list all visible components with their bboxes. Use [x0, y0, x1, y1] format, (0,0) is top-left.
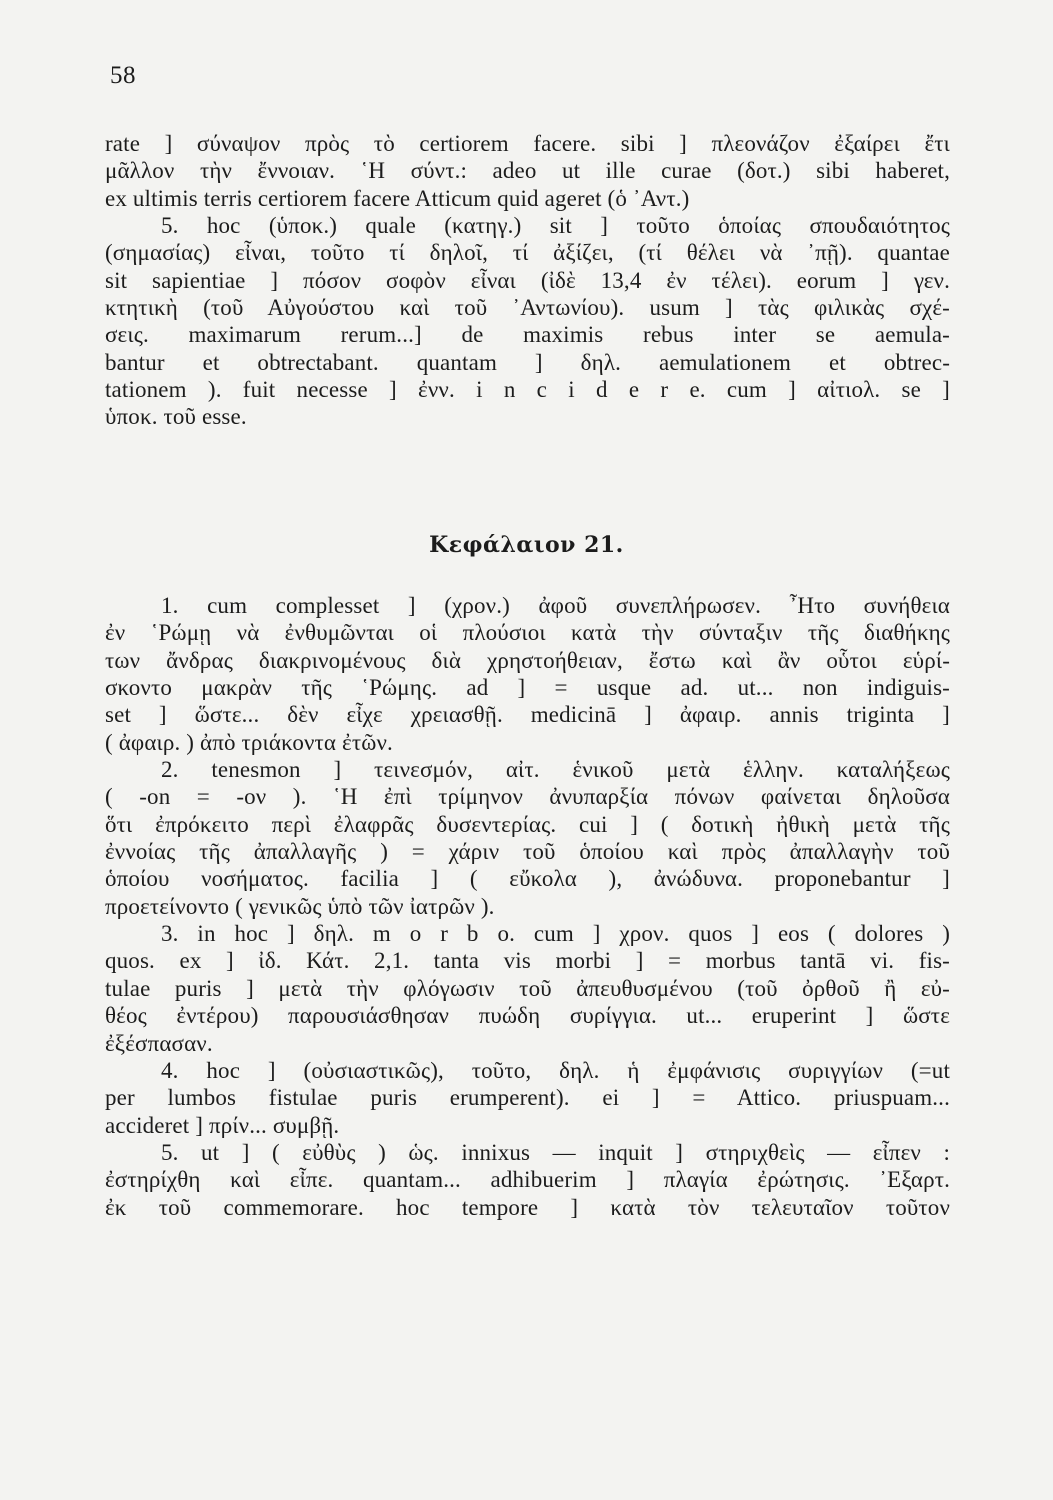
text-line: 5. hoc (ὑποκ.) quale (κατηγ.) sit ] τοῦτο ὁποίας σπουδαιότητος: [161, 213, 950, 239]
text-line: rate ] σύναψον πρὸς τὸ certiorem facere. sibi ] πλεονάζον ἐξαίρει ἔτι: [105, 131, 950, 156]
text-line: ἐν ῾Ρώμῃ νὰ ἐνθυμῶνται οἱ πλούσιοι κατὰ τὴν σύνταξιν τῆς διαθήκης: [105, 620, 950, 646]
text-line: ( ἀφαιρ. ) ἀπὸ τριάκοντα ἐτῶν.: [105, 729, 393, 755]
text-line: ( -on = -ον ). ῾Η ἐπὶ τρίμηνον ἀνυπαρξία πόνων φαίνεται δηλοῦσα: [105, 784, 950, 810]
text-line: tationem ). fuit necesse ] ἐνν. i n c i d e r e. cum ] αἰτιολ. se ]: [105, 377, 950, 403]
text-line: ὁποίου νοσήματος. facilia ] ( εὔκολα ), ἀνώδυνα. proponebantur ]: [105, 866, 950, 892]
text-line: tulae puris ] μετὰ τὴν φλόγωσιν τοῦ ἀπευθυσμένου (τοῦ ὀρθοῦ ἢ εὐ-: [105, 975, 950, 1001]
text-line: ὅτι ἐπρόκειτο περὶ ἐλαφρᾶς δυσεντερίας. cui ] ( δοτικὴ ἠθικὴ μετὰ τῆς: [105, 811, 950, 837]
text-line: accideret ] πρίν... συμβῇ.: [105, 1112, 340, 1138]
chapter-heading: Κεφάλαιον 21.: [429, 532, 624, 558]
text-line: ἐστηρίχθη καὶ εἶπε. quantam... adhibuerim ] πλαγία ἐρώτησις. ᾿Εξαρτ.: [105, 1167, 950, 1193]
text-line: των ἄνδρας διακρινομένους διὰ χρηστοήθειαν, ἔστω καὶ ἂν οὗτοι εὑρί-: [105, 647, 950, 673]
commentary-block-ch20: [105, 130, 950, 431]
text-line: 5. ut ] ( εὐθὺς ) ὡς. innixus — inquit ] στηριχθεὶς — εἶπεν :: [161, 1139, 950, 1165]
commentary-block-ch21: [105, 592, 950, 1221]
text-line: bantur et obtrectabant. quantam ] δηλ. aemulationem et obtrec-: [105, 349, 950, 375]
text-line: μᾶλλον τὴν ἔννοιαν. ῾Η σύντ.: adeo ut ille curae (δοτ.) sibi haberet,: [105, 158, 950, 184]
text-line: per lumbos fistulae puris erumperent). ei ] = Attico. priuspuam...: [105, 1085, 950, 1111]
text-line: ἐκ τοῦ commemorare. hoc tempore ] κατὰ τὸν τελευταῖον τοῦτον: [105, 1194, 950, 1220]
page-number: 58: [110, 62, 136, 89]
text-line: θέος ἐντέρου) παρουσιάσθησαν πυώδη συρίγγια. ut... eruperint ] ὥστε: [105, 1003, 950, 1029]
text-line: κτητικὴ (τοῦ Αὐγούστου καὶ τοῦ ᾿Αντωνίου). usum ] τὰς φιλικὰς σχέ-: [105, 295, 950, 321]
text-line: 3. in hoc ] δηλ. m o r b o. cum ] χρον. quos ] eos ( dolores ): [161, 921, 950, 947]
text-line: σκοντο μακρὰν τῆς ῾Ρώμης. ad ] = usque ad. ut... non indiguis-: [105, 675, 950, 701]
text-line: σεις. maximarum rerum...] de maximis rebus inter se aemula-: [105, 322, 950, 348]
text-line: ἐξέσπασαν.: [105, 1030, 213, 1056]
text-line: προετείνοντο ( γενικῶς ὑπὸ τῶν ἰατρῶν ).: [105, 893, 495, 919]
text-line: 4. hoc ] (οὐσιαστικῶς), τοῦτο, δηλ. ἡ ἐμφάνισις συριγγίων (=ut: [161, 1057, 950, 1083]
text-line: ex ultimis terris certiorem facere Atticum quid ageret (ὁ ᾿Αντ.): [105, 185, 690, 211]
text-line: 2. tenesmon ] τεινεσμόν, αἰτ. ἑνικοῦ μετὰ ἑλλην. καταλήξεως: [161, 757, 950, 783]
text-line: 1. cum complesset ] (χρον.) ἀφοῦ συνεπλήρωσεν. ῏Ητο συνήθεια: [161, 593, 950, 618]
text-line: quos. ex ] ἰδ. Κάτ. 2,1. tanta vis morbi ] = morbus tantā vi. fis-: [105, 948, 950, 974]
text-line: set ] ὥστε... δὲν εἶχε χρειασθῇ. medicinā ] ἀφαιρ. annis triginta ]: [105, 702, 950, 728]
text-line: ἐννοίας τῆς ἀπαλλαγῆς ) = χάριν τοῦ ὁποίου καὶ πρὸς ἀπαλλαγὴν τοῦ: [105, 839, 950, 865]
text-line: (σημασίας) εἶναι, τοῦτο τί δηλοῖ, τί ἀξίζει, (τί θέλει νὰ ᾽πῇ). quantae: [105, 240, 950, 266]
text-line: sit sapientiae ] πόσον σοφὸν εἶναι (ἰδὲ 13,4 ἐν τέλει). eorum ] γεν.: [105, 267, 950, 293]
text-line: ὑποκ. τοῦ esse.: [105, 404, 247, 430]
